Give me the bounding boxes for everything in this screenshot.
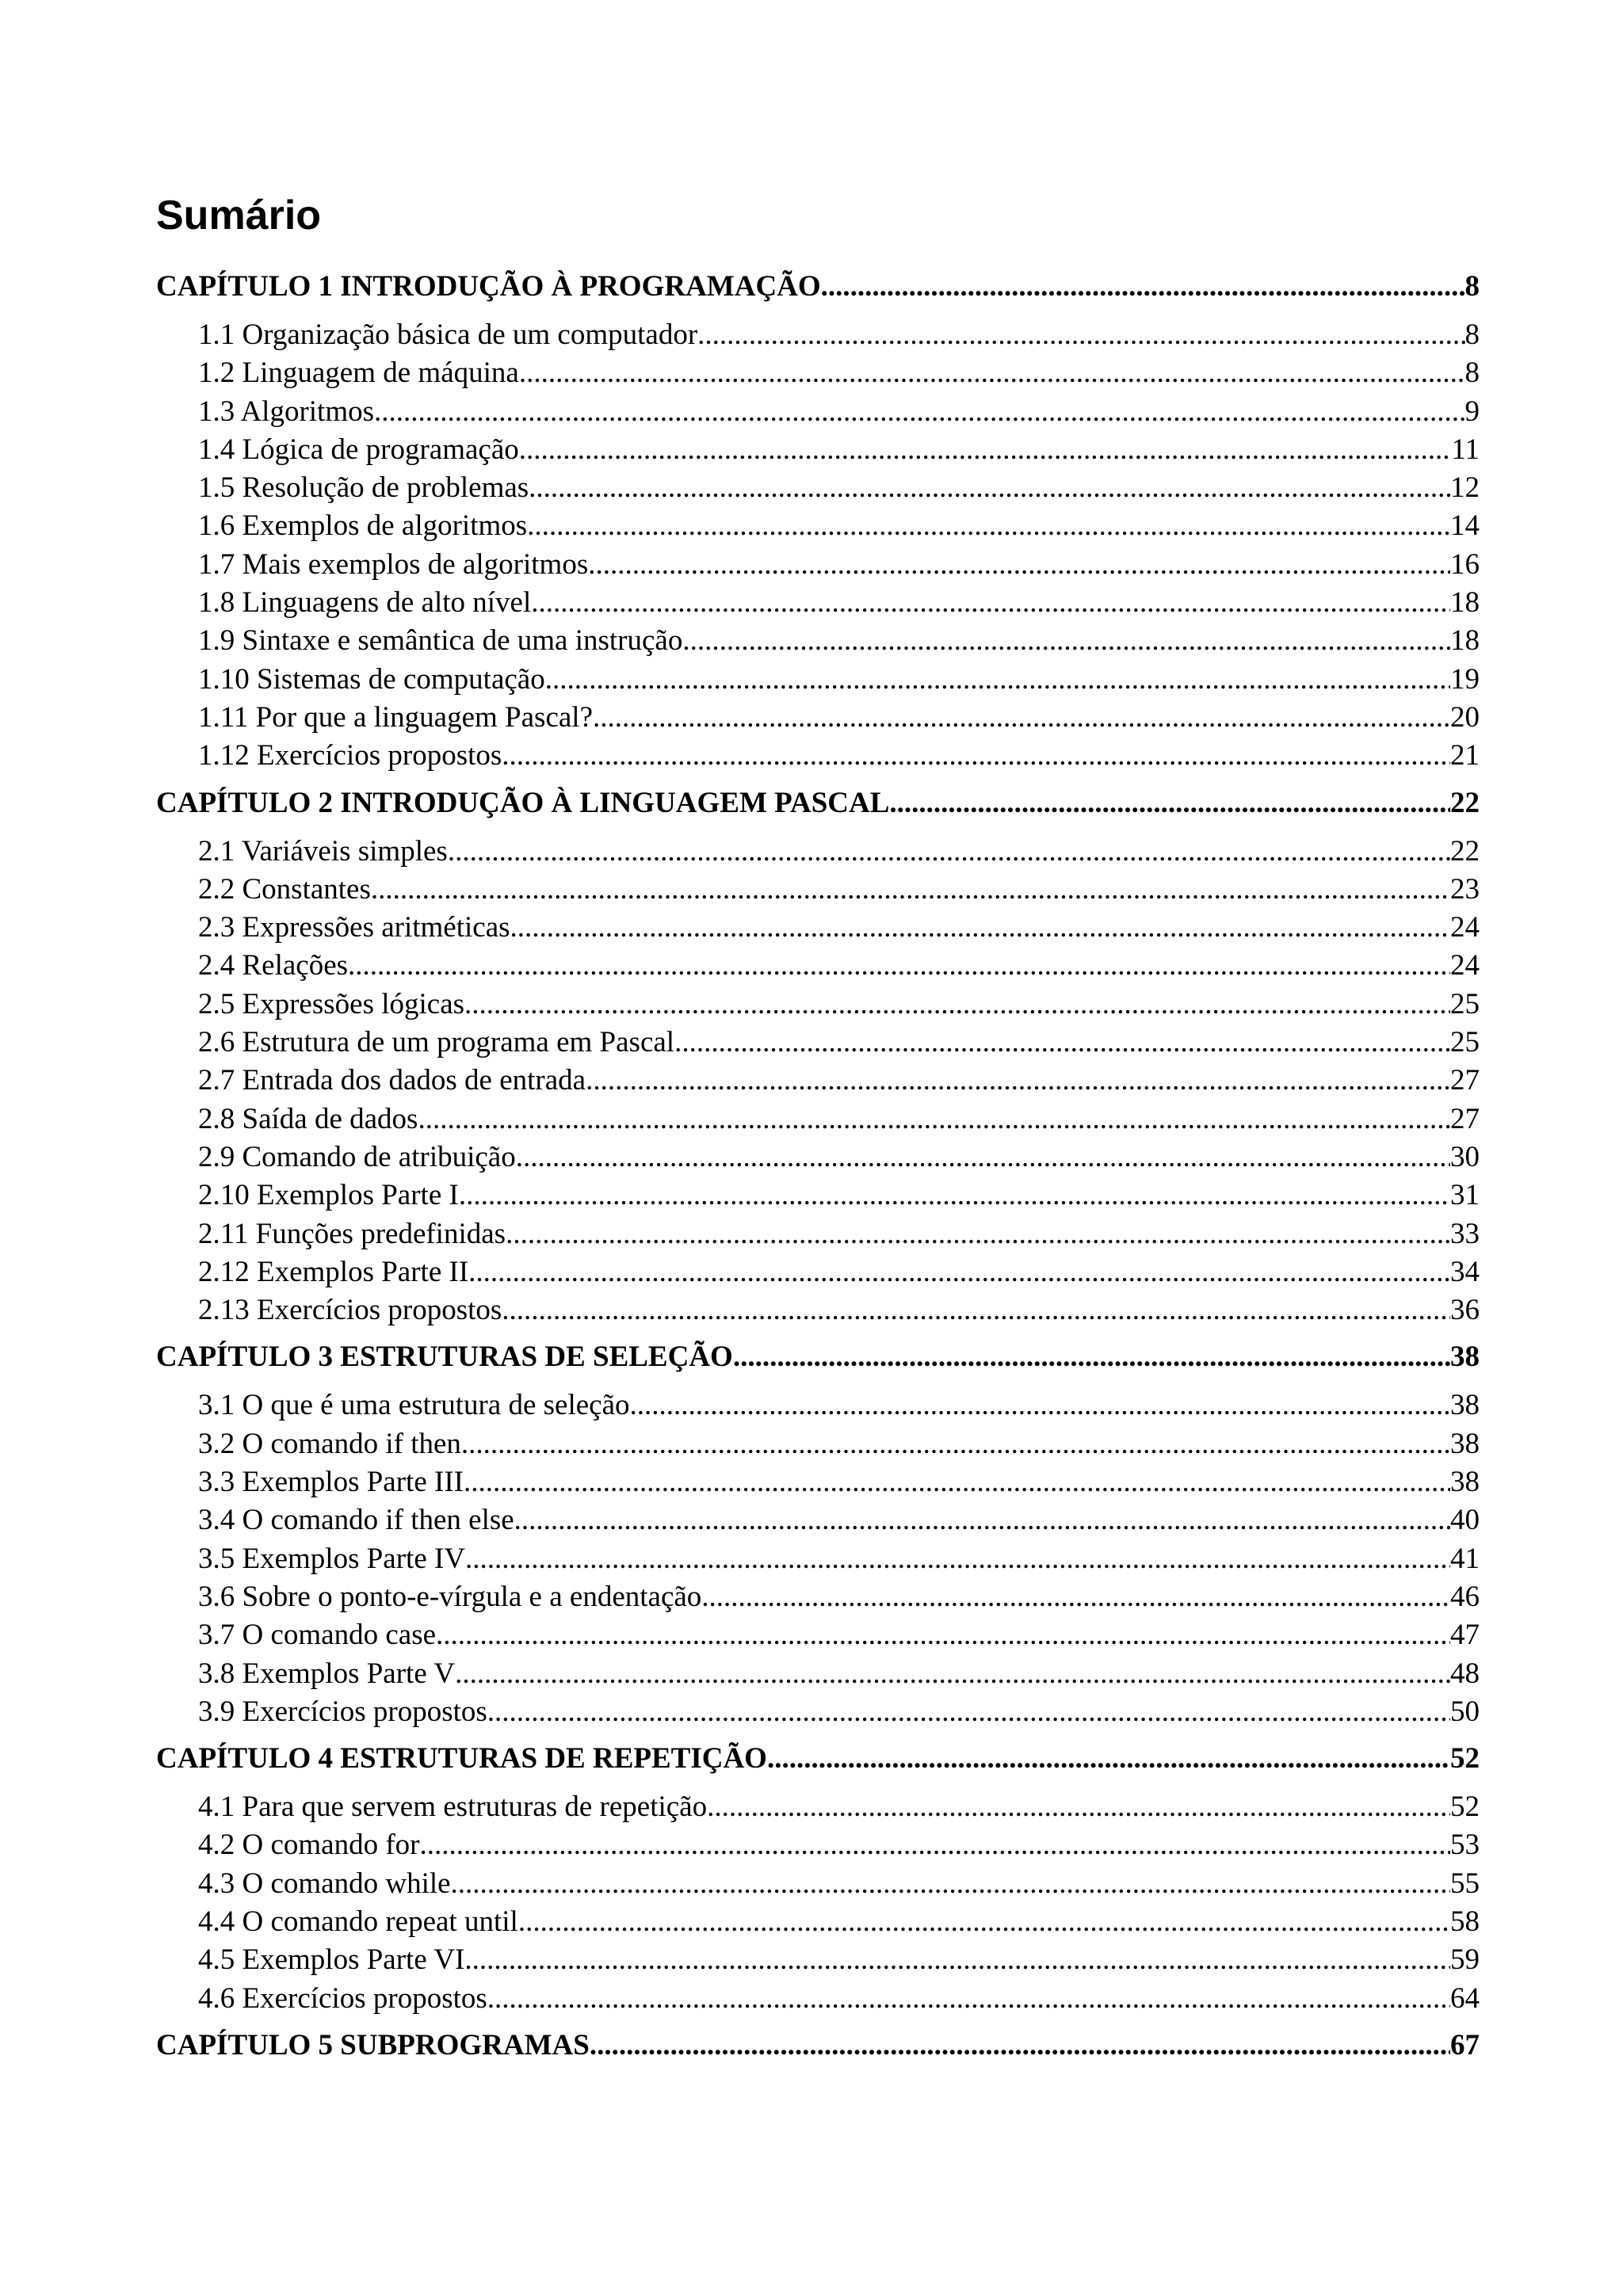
section-title: 2.13 Exercícios propostos [198, 1294, 502, 1327]
section-page-number: 30 [1450, 1140, 1480, 1173]
toc-chapter [156, 1337, 1480, 1731]
chapter-title: CAPÍTULO 3 ESTRUTURAS DE SELEÇÃO [156, 1341, 733, 1374]
toc-section-entry[interactable] [156, 469, 1480, 507]
section-page-number: 38 [1450, 1427, 1480, 1460]
dot-leader [593, 699, 1450, 737]
section-title: 4.1 Para que servem estruturas de repetição [198, 1791, 708, 1824]
section-page-number: 24 [1450, 949, 1480, 982]
dot-leader [674, 1024, 1450, 1062]
section-page-number: 41 [1450, 1542, 1480, 1575]
dot-leader [448, 833, 1450, 871]
section-title: 4.4 O comando repeat until [198, 1905, 518, 1938]
section-page-number: 25 [1450, 987, 1480, 1020]
section-page-number: 47 [1450, 1619, 1480, 1652]
dot-leader [464, 986, 1450, 1024]
section-page-number: 14 [1450, 509, 1480, 543]
chapter-page-number: 38 [1450, 1341, 1480, 1374]
toc-section-entry[interactable] [156, 1826, 1480, 1864]
dot-leader [519, 431, 1452, 469]
section-page-number: 59 [1450, 1943, 1480, 1977]
dot-leader [889, 784, 1450, 823]
section-page-number: 53 [1450, 1829, 1480, 1862]
section-title: 3.6 Sobre o ponto-e-vírgula e a endentação [198, 1580, 702, 1613]
toc-section-entry[interactable] [156, 316, 1480, 354]
section-page-number: 48 [1450, 1657, 1480, 1690]
dot-leader [514, 1501, 1450, 1539]
toc-chapter [156, 1739, 1480, 2018]
section-page-number: 23 [1450, 872, 1480, 906]
toc-section-entry[interactable] [156, 909, 1480, 947]
dot-leader [767, 1739, 1450, 1779]
page-title: Sumário [156, 193, 322, 238]
section-page-number: 12 [1450, 471, 1480, 505]
dot-leader [468, 1253, 1450, 1291]
toc-chapter-entry[interactable] [156, 1337, 1480, 1377]
section-title: 1.10 Sistemas de computação [198, 662, 545, 696]
section-title: 1.8 Linguagens de alto nível [198, 586, 532, 620]
section-title: 1.3 Algoritmos [198, 395, 375, 428]
dot-leader [531, 584, 1450, 622]
section-list [156, 1386, 1480, 1731]
section-title: 2.11 Funções predefinidas [198, 1217, 506, 1250]
dot-leader [459, 1177, 1450, 1215]
toc-section-entry[interactable] [156, 947, 1480, 985]
section-title: 2.1 Variáveis simples [198, 834, 448, 868]
section-title: 2.4 Relações [198, 949, 349, 982]
section-page-number: 20 [1450, 700, 1480, 734]
section-title: 3.8 Exemplos Parte V [198, 1657, 456, 1690]
toc-section-entry[interactable] [156, 354, 1480, 392]
toc-section-entry[interactable] [156, 661, 1480, 699]
section-page-number: 55 [1450, 1867, 1480, 1900]
section-page-number: 9 [1465, 395, 1480, 428]
dot-leader [682, 622, 1450, 660]
toc-section-entry[interactable] [156, 1788, 1480, 1826]
section-page-number: 52 [1450, 1791, 1480, 1824]
toc-section-entry[interactable] [156, 1540, 1480, 1578]
section-title: 3.7 O comando case [198, 1619, 437, 1652]
toc-chapter-entry[interactable] [156, 267, 1480, 307]
section-title: 1.2 Linguagem de máquina [198, 357, 519, 390]
section-title: 4.6 Exercícios propostos [198, 1981, 487, 2015]
toc-chapter [156, 267, 1480, 776]
dot-leader [348, 947, 1450, 985]
toc-chapter-entry[interactable] [156, 2026, 1480, 2065]
section-title: 3.4 O comando if then else [198, 1504, 514, 1537]
dot-leader [697, 316, 1465, 354]
section-title: 1.7 Mais exemplos de algoritmos [198, 547, 589, 581]
dot-leader [519, 354, 1465, 392]
toc-chapter-entry[interactable] [156, 784, 1480, 823]
toc-section-entry[interactable] [156, 1138, 1480, 1177]
section-title: 2.3 Expressões aritméticas [198, 911, 510, 944]
chapter-title: CAPÍTULO 4 ESTRUTURAS DE REPETIÇÃO [156, 1742, 767, 1775]
section-page-number: 46 [1450, 1580, 1480, 1613]
dot-leader [506, 1215, 1450, 1253]
dot-leader [821, 267, 1465, 307]
section-title: 2.9 Comando de atribuição [198, 1140, 516, 1173]
dot-leader [510, 909, 1450, 947]
chapter-page-number: 22 [1450, 786, 1480, 819]
dot-leader [374, 393, 1465, 431]
toc-section-entry[interactable] [156, 1253, 1480, 1291]
section-page-number: 22 [1450, 834, 1480, 868]
dot-leader [436, 1616, 1450, 1654]
toc-section-entry[interactable] [156, 584, 1480, 622]
section-page-number: 11 [1451, 433, 1480, 466]
section-page-number: 16 [1450, 547, 1480, 581]
dot-leader [464, 1463, 1450, 1501]
toc-chapter-entry[interactable] [156, 1739, 1480, 1779]
section-list [156, 833, 1480, 1330]
section-title: 2.6 Estrutura de um programa em Pascal [198, 1026, 675, 1059]
toc-chapter [156, 784, 1480, 1330]
chapter-page-number: 52 [1450, 1742, 1480, 1775]
toc-section-entry[interactable] [156, 393, 1480, 431]
chapter-title: CAPÍTULO 2 INTRODUÇÃO À LINGUAGEM PASCAL [156, 786, 890, 819]
section-page-number: 24 [1450, 911, 1480, 944]
toc-section-entry[interactable] [156, 986, 1480, 1024]
chapter-title: CAPÍTULO 5 SUBPROGRAMAS [156, 2028, 590, 2061]
section-title: 3.3 Exemplos Parte III [198, 1466, 464, 1499]
dot-leader [588, 546, 1450, 584]
toc-section-entry[interactable] [156, 1425, 1480, 1463]
toc-section-entry[interactable] [156, 1291, 1480, 1329]
section-title: 1.5 Resolução de problemas [198, 471, 529, 505]
section-page-number: 40 [1450, 1504, 1480, 1537]
section-page-number: 8 [1465, 318, 1480, 351]
section-page-number: 38 [1450, 1466, 1480, 1499]
toc-section-entry[interactable] [156, 1501, 1480, 1539]
dot-leader [502, 737, 1450, 775]
toc-section-entry[interactable] [156, 1386, 1480, 1425]
section-page-number: 34 [1450, 1255, 1480, 1288]
toc-section-entry[interactable] [156, 1693, 1480, 1731]
dot-leader [586, 1062, 1450, 1100]
dot-leader [733, 1337, 1450, 1377]
dot-leader [371, 871, 1450, 909]
toc-section-entry[interactable] [156, 431, 1480, 469]
dot-leader [527, 507, 1450, 545]
dot-leader [464, 1941, 1450, 1979]
toc-section-entry[interactable] [156, 1062, 1480, 1100]
section-title: 2.10 Exemplos Parte I [198, 1179, 459, 1212]
dot-leader [516, 1138, 1450, 1177]
section-title: 2.2 Constantes [198, 872, 371, 906]
chapter-page-number: 67 [1450, 2028, 1480, 2061]
toc-section-entry[interactable] [156, 1177, 1480, 1215]
dot-leader [451, 1865, 1450, 1903]
toc-section-entry[interactable] [156, 833, 1480, 871]
section-title: 1.6 Exemplos de algoritmos [198, 509, 528, 543]
toc-section-entry[interactable] [156, 1463, 1480, 1501]
toc-section-entry[interactable] [156, 1024, 1480, 1062]
toc-section-entry[interactable] [156, 1941, 1480, 1979]
toc-section-entry[interactable] [156, 699, 1480, 737]
section-title: 4.2 O comando for [198, 1829, 420, 1862]
dot-leader [707, 1788, 1450, 1826]
table-of-contents [156, 267, 1480, 2075]
section-page-number: 50 [1450, 1695, 1480, 1728]
toc-section-entry[interactable] [156, 546, 1480, 584]
section-page-number: 27 [1450, 1102, 1480, 1135]
toc-section-entry[interactable] [156, 1215, 1480, 1253]
section-page-number: 18 [1450, 586, 1480, 620]
section-title: 4.3 O comando while [198, 1867, 451, 1900]
section-title: 1.11 Por que a linguagem Pascal? [198, 700, 594, 734]
dot-leader [630, 1386, 1450, 1425]
section-title: 2.7 Entrada dos dados de entrada [198, 1064, 586, 1097]
toc-section-entry[interactable] [156, 1903, 1480, 1941]
section-title: 3.9 Exercícios propostos [198, 1695, 487, 1728]
section-title: 1.9 Sintaxe e semântica de uma instrução [198, 624, 683, 658]
section-title: 3.2 O comando if then [198, 1427, 461, 1460]
toc-section-entry[interactable] [156, 1980, 1480, 2018]
section-title: 2.5 Expressões lógicas [198, 987, 465, 1020]
section-list [156, 1788, 1480, 2018]
section-page-number: 21 [1450, 739, 1480, 772]
dot-leader [529, 469, 1450, 507]
section-title: 2.12 Exemplos Parte II [198, 1255, 469, 1288]
toc-chapter [156, 2026, 1480, 2065]
section-title: 3.5 Exemplos Parte IV [198, 1542, 466, 1575]
dot-leader [487, 1980, 1450, 2018]
dot-leader [418, 1100, 1450, 1138]
chapter-title: CAPÍTULO 1 INTRODUÇÃO À PROGRAMAÇÃO [156, 270, 821, 303]
section-title: 4.5 Exemplos Parte VI [198, 1943, 465, 1977]
toc-section-entry[interactable] [156, 1100, 1480, 1138]
section-list [156, 316, 1480, 776]
dot-leader [701, 1578, 1450, 1616]
section-page-number: 8 [1465, 357, 1480, 390]
toc-section-entry[interactable] [156, 1655, 1480, 1693]
dot-leader [545, 661, 1450, 699]
toc-section-entry[interactable] [156, 507, 1480, 545]
section-page-number: 58 [1450, 1905, 1480, 1938]
section-page-number: 27 [1450, 1064, 1480, 1097]
toc-section-entry[interactable] [156, 737, 1480, 775]
section-title: 1.12 Exercícios propostos [198, 739, 502, 772]
section-page-number: 31 [1450, 1179, 1480, 1212]
dot-leader [465, 1540, 1450, 1578]
section-title: 1.1 Organização básica de um computador [198, 318, 698, 351]
section-page-number: 64 [1450, 1981, 1480, 2015]
section-page-number: 38 [1450, 1389, 1480, 1422]
chapter-page-number: 8 [1465, 270, 1480, 303]
dot-leader [590, 2026, 1450, 2065]
dot-leader [461, 1425, 1450, 1463]
section-title: 1.4 Lógica de programação [198, 433, 519, 466]
section-page-number: 25 [1450, 1026, 1480, 1059]
dot-leader [487, 1693, 1450, 1731]
section-page-number: 19 [1450, 662, 1480, 696]
toc-section-entry[interactable] [156, 1616, 1480, 1654]
section-title: 3.1 O que é uma estrutura de seleção [198, 1389, 630, 1422]
toc-section-entry[interactable] [156, 1578, 1480, 1616]
section-title: 2.8 Saída de dados [198, 1102, 418, 1135]
dot-leader [420, 1826, 1451, 1864]
dot-leader [455, 1655, 1450, 1693]
dot-leader [518, 1903, 1450, 1941]
section-page-number: 18 [1450, 624, 1480, 658]
toc-section-entry[interactable] [156, 1865, 1480, 1903]
dot-leader [502, 1291, 1450, 1329]
toc-section-entry[interactable] [156, 622, 1480, 660]
section-page-number: 36 [1450, 1294, 1480, 1327]
toc-section-entry[interactable] [156, 871, 1480, 909]
section-page-number: 33 [1450, 1217, 1480, 1250]
